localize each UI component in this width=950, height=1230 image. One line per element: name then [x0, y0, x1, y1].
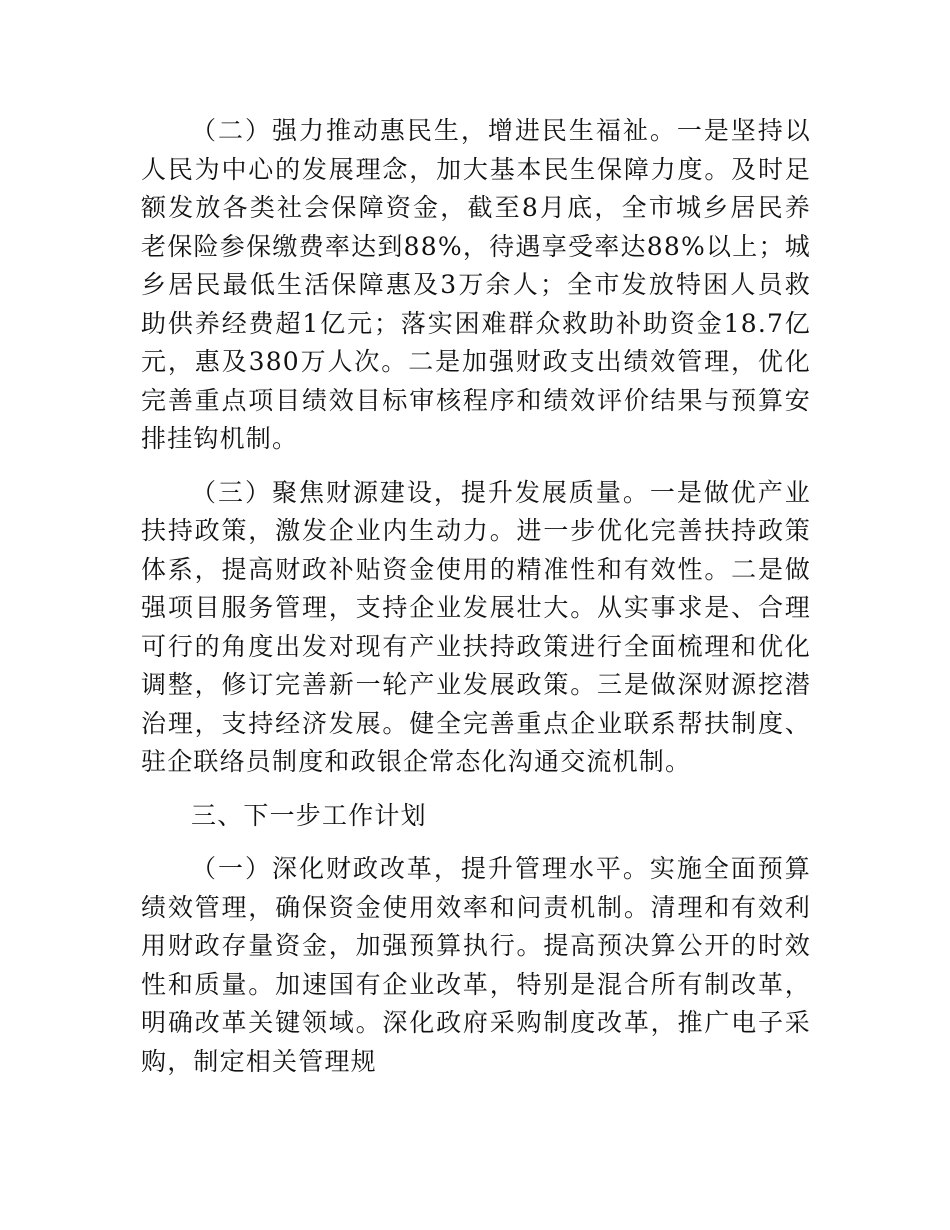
section-heading-next-steps: 三、下一步工作计划 — [191, 800, 427, 830]
paragraph-livelihood: （二）强力推动惠民生，增进民生福祉。一是坚持以人民为中心的发展理念，加大基本民生保障力度。及时足额发放各类社会保障资金，截至8月底，全市城乡居民养老保险参保缴费率达到88%，待遇享受率达88%以上；城乡居民最低生活保障惠及3万余人；全市发放特困人员救助供养经费超1亿元；落实困难群众救助补助资金18.7亿元，惠及380万人次。二是加强财政支出绩效管理，优化完善重点项目绩效目标审核程序和绩效评价结果与预算安排挂钩机制。 — [141, 116, 811, 453]
paragraph-revenue-development: （三）聚焦财源建设，提升发展质量。一是做优产业扶持政策，激发企业内生动力。进一步优化完善扶持政策体系，提高财政补贴资金使用的精准性和有效性。二是做强项目服务管理，支持企业发展壮大。从实事求是、合理可行的角度出发对现有产业扶持政策进行全面梳理和优化调整，修订完善新一轮产业发展政策。三是做深财源挖潜治理，支持经济发展。健全完善重点企业联系帮扶制度、驻企联络员制度和政银企常态化沟通交流机制。 — [141, 477, 811, 776]
document-body — [141, 112, 811, 1096]
paragraph-fiscal-reform: （一）深化财政改革，提升管理水平。实施全面预算绩效管理，确保资金使用效率和问责机制。清理和有效利用财政存量资金，加强预算执行。提高预决算公开的时效性和质量。加速国有企业改革，特别是混合所有制改革，明确改革关键领域。深化政府采购制度改革，推广电子采购，制定相关管理规 — [141, 854, 811, 1076]
